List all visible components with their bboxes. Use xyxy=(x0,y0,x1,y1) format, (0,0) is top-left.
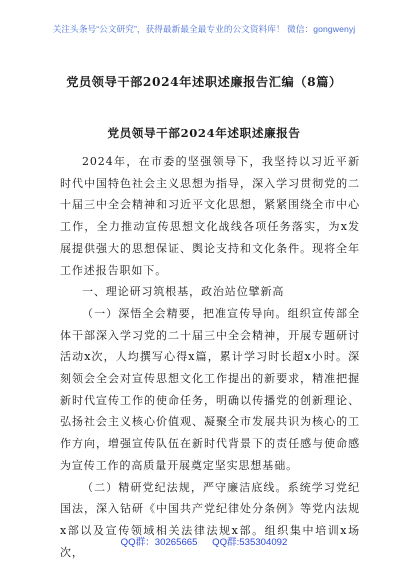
qq-group-2: QQ群:535304092 xyxy=(212,537,288,548)
contact-footer xyxy=(0,534,408,548)
promo-banner: 关注头条号“公文研究”，获得最新最全最专业的公文资料库！ 微信：gongwenyj xyxy=(52,24,356,34)
section-title: 党员领导干部2024年述职述廉报告 xyxy=(107,126,301,140)
body-paragraph-1: （一）深悟全会精要，把准宣传导向。组织宣传部全体干部深入学习党的二十届三中全会精神，开展专题研讨活动x次，人均撰写心得x篇，累计学习时长超x小时。深刻领会全会对宣传思想文化工作提出的新要求，精准把握新时代宣传工作的使命任务，明确以传播党的创新理论、弘扬社会主义核心价值观、凝聚全市发展共识为核心的工作方向，增强宣传队伍在新时代背景下的责任感与使命感为宣传工作的高质量开展奠定坚实思想基础。 xyxy=(60,306,360,472)
intro-paragraph: 2024年，在市委的坚强领导下，我坚持以习近平新时代中国特色社会主义思想为指导，深入学习贯彻党的二十届三中全会精神和习近平文化思想，紧紧围绕全市中心工作，全力推动宣传思想文化战线各项任务落实，为x发展提供强大的思想保证、舆论支持和文化条件。现将全年工作述报告职如下。 xyxy=(60,155,360,277)
section-heading-1: 一、理论研习筑根基，政治站位擘新高 xyxy=(82,285,285,299)
body-paragraph-2: （二）精研党纪法规，严守廉洁底线。系统学习党纪国法，深入钻研《中国共产党纪律处分条例》等党内法规x部以及宣传领域相关法律法规x部。组织集中培训x场次， xyxy=(60,480,360,559)
qq-group-1: QQ群：30265665 xyxy=(120,537,198,548)
document-body xyxy=(60,151,360,563)
document-title: 党员领导干部2024年述职述廉报告汇编（8篇） xyxy=(66,75,342,89)
